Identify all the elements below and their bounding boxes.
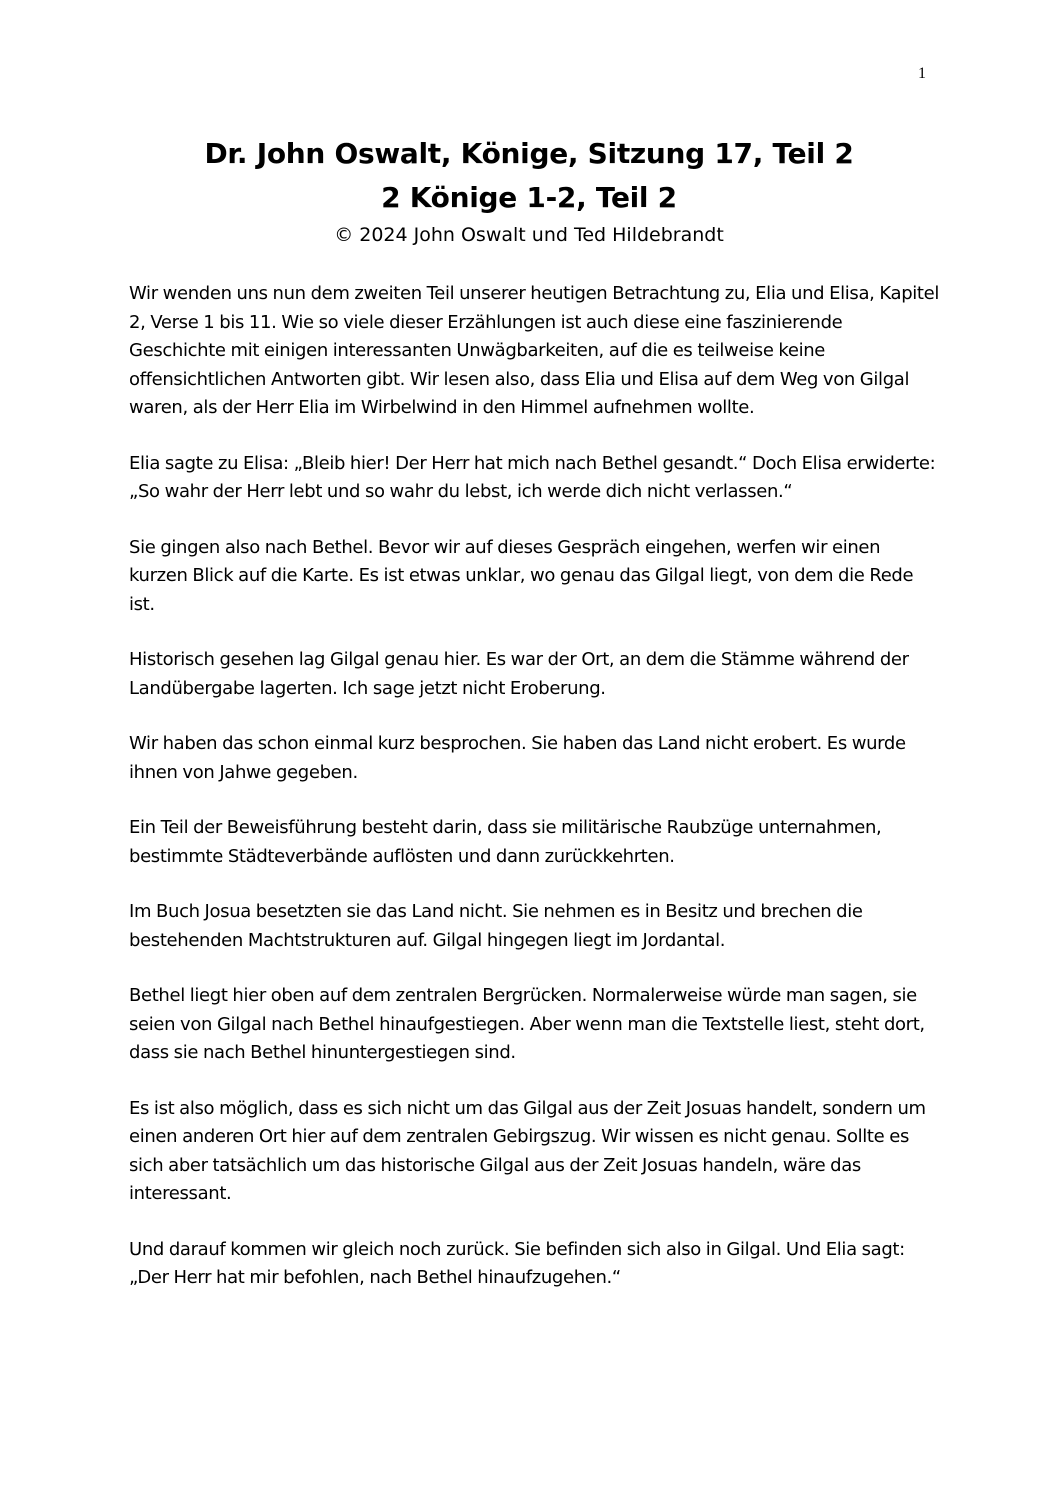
document-subtitle: 2 Könige 1-2, Teil 2 xyxy=(381,181,677,214)
page-number: 1 xyxy=(918,65,926,82)
paragraph: Sie gingen also nach Bethel. Bevor wir auf dieses Gespräch eingehen, werfen wir einen kurzen Blick auf die Karte. Es ist etwas unklar, wo genau das Gilgal liegt, von dem die Rede ist. xyxy=(129,536,914,615)
document-title: Dr. John Oswalt, Könige, Sitzung 17, Teil 2 xyxy=(204,137,854,170)
paragraph: Und darauf kommen wir gleich noch zurück. Sie befinden sich also in Gilgal. Und Elia sagt: „Der Herr hat mir befohlen, nach Bethel hinaufzugehen.“ xyxy=(129,1238,905,1288)
paragraph: Es ist also möglich, dass es sich nicht um das Gilgal aus der Zeit Josuas handelt, sondern um einen anderen Ort hier auf dem zentralen Gebirgszug. Wir wissen es nicht genau. Sollte es sich aber tatsächlich um das historische Gilgal aus der Zeit Josuas handeln, wäre das interessant. xyxy=(129,1097,926,1204)
paragraph: Bethel liegt hier oben auf dem zentralen Bergrücken. Normalerweise würde man sagen, sie seien von Gilgal nach Bethel hinaufgestiegen. Aber wenn man die Textstelle liest, steht dort, dass sie nach Bethel hinuntergestiegen sind. xyxy=(129,985,925,1063)
copyright-notice: © 2024 John Oswalt und Ted Hildebrandt xyxy=(334,224,724,246)
paragraph: Wir haben das schon einmal kurz besprochen. Sie haben das Land nicht erobert. Es wurde ihnen von Jahwe gegeben. xyxy=(129,733,906,783)
document-header xyxy=(0,132,1058,250)
paragraph: Ein Teil der Beweisführung besteht darin, dass sie militärische Raubzüge unternahmen, bestimmte Städteverbände auflösten und dann zurückkehrten. xyxy=(129,817,882,867)
paragraph: Im Buch Josua besetzten sie das Land nicht. Sie nehmen es in Besitz und brechen die bestehenden Machtstrukturen auf. Gilgal hingegen liegt im Jordantal. xyxy=(129,901,863,951)
document-body xyxy=(129,280,939,1320)
paragraph: Elia sagte zu Elisa: „Bleib hier! Der Herr hat mich nach Bethel gesandt.“ Doch Elisa erwiderte: „So wahr der Herr lebt und so wahr du lebst, ich werde dich nicht verlassen.“ xyxy=(129,452,936,502)
paragraph: Historisch gesehen lag Gilgal genau hier. Es war der Ort, an dem die Stämme während der Landübergabe lagerten. Ich sage jetzt nicht Eroberung. xyxy=(129,649,909,699)
paragraph: Wir wenden uns nun dem zweiten Teil unserer heutigen Betrachtung zu, Elia und Elisa, Kapitel 2, Verse 1 bis 11. Wie so viele dieser Erzählungen ist auch diese eine faszinierende Geschichte mit einigen interessanten Unwägbarkeiten, auf die es teilweise keine offensichtlichen Antworten gibt. Wir lesen also, dass Elia und Elisa auf dem Weg von Gilgal waren, als der Herr Elia im Wirbelwind in den Himmel aufnehmen wollte. xyxy=(129,283,940,418)
